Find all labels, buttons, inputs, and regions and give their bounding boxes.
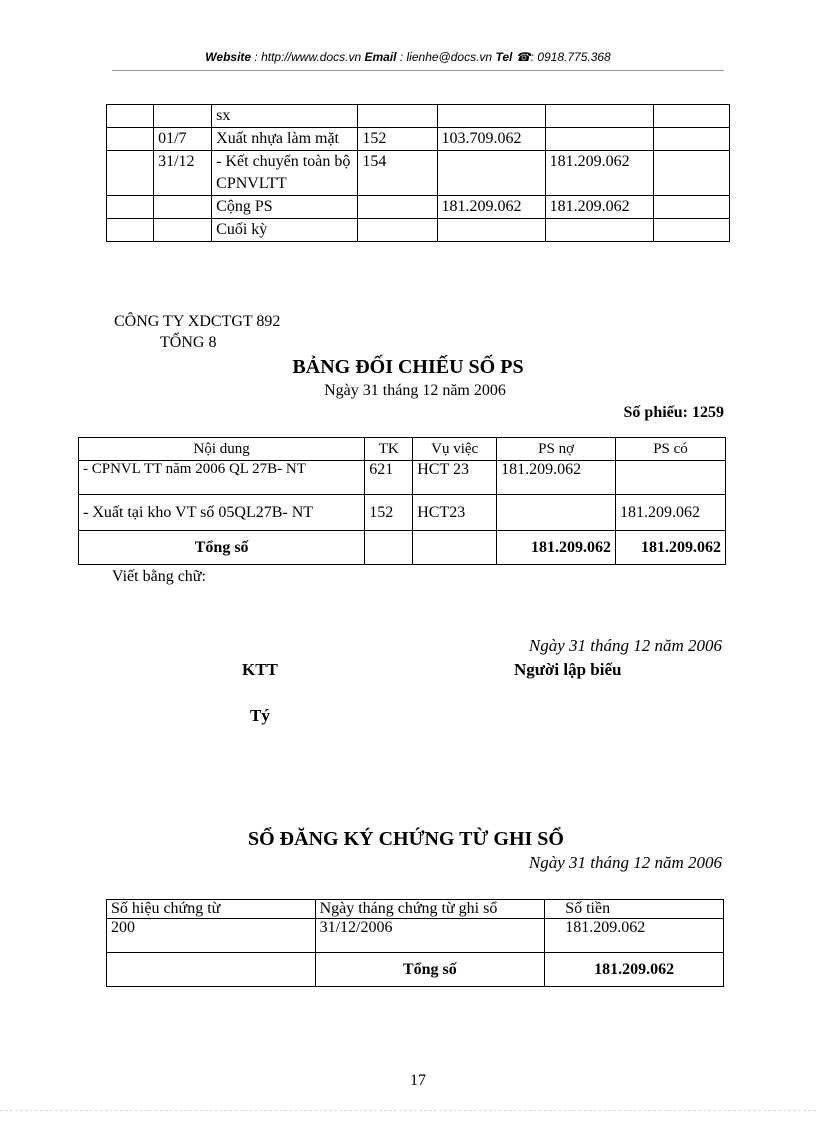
column-header: Vụ việc [413,438,497,461]
table-total-row: Tổng số 181.209.062 181.209.062 [79,531,726,565]
register-table [106,899,724,987]
table-row: - Xuất tại kho VT số 05QL27B- NT 152 HCT23 181.209.062 [79,495,726,531]
reconciliation-date: Ngày 31 tháng 12 năm 2006 [324,382,506,399]
column-header: PS nợ [497,438,616,461]
phone-icon: ☎ [515,50,531,64]
table-header-row [107,900,724,919]
signature-right-title: Người lập biểu [514,660,622,679]
table-row: - CPNVL TT năm 2006 QL 27B- NT 621 HCT 23 181.209.062 [79,461,726,495]
table-row: Cuối kỳ [107,219,730,242]
amount-in-words-label: Viết bằng chữ: [112,568,206,585]
ledger-table [106,104,730,242]
table-row: 200 31/12/2006 181.209.062 [107,919,724,953]
table-row: sx [107,105,730,128]
reconciliation-title: BẢNG ĐỐI CHIẾU SỐ PS [292,356,524,378]
reconciliation-table [78,437,726,565]
website-url[interactable]: http://www.docs.vn [261,50,362,64]
website-label: Website [205,50,252,64]
table-row: Cộng PS 181.209.062 181.209.062 [107,196,730,219]
email-value[interactable]: lienhe@docs.vn [406,50,493,64]
column-header: Ngày tháng chứng từ ghi sổ [315,900,545,919]
column-header: TK [365,438,413,461]
table-row: 31/12 - Kết chuyển toàn bộ CPNVLTT 154 181.209.062 [107,151,730,196]
email-label: Email [364,50,397,64]
column-header: Số hiệu chứng từ [107,900,316,919]
table-header-row [79,438,726,461]
register-date: Ngày 31 tháng 12 năm 2006 [528,853,722,872]
company-name: CÔNG TY XDCTGT 892 [114,313,281,330]
signature-left-name: Tý [250,706,270,725]
page-header: Website : http://www.docs.vn Email : lienhe@docs.vn Tel ☎: 0918.775.368 [205,50,611,64]
tel-value: 0918.775.368 [537,50,611,64]
table-row: 01/7 Xuất nhựa làm mặt 152 103.709.062 [107,128,730,151]
page-number: 17 [410,1072,426,1089]
register-title: SỔ ĐĂNG KÝ CHỨNG TỪ GHI SỔ [248,828,564,850]
company-division: TỔNG 8 [160,334,217,351]
tel-label: Tel [495,50,513,64]
column-header: Nội dung [79,438,365,461]
table-total-row: Tổng số 181.209.062 [107,953,724,987]
column-header: PS có [616,438,726,461]
ticket-number: Số phiếu: 1259 [623,404,724,421]
footer-divider [0,1110,816,1111]
header-divider [112,70,724,71]
signature-left-title: KTT [242,660,278,679]
signature-date: Ngày 31 tháng 12 năm 2006 [528,636,722,655]
column-header: Số tiền [545,900,724,919]
